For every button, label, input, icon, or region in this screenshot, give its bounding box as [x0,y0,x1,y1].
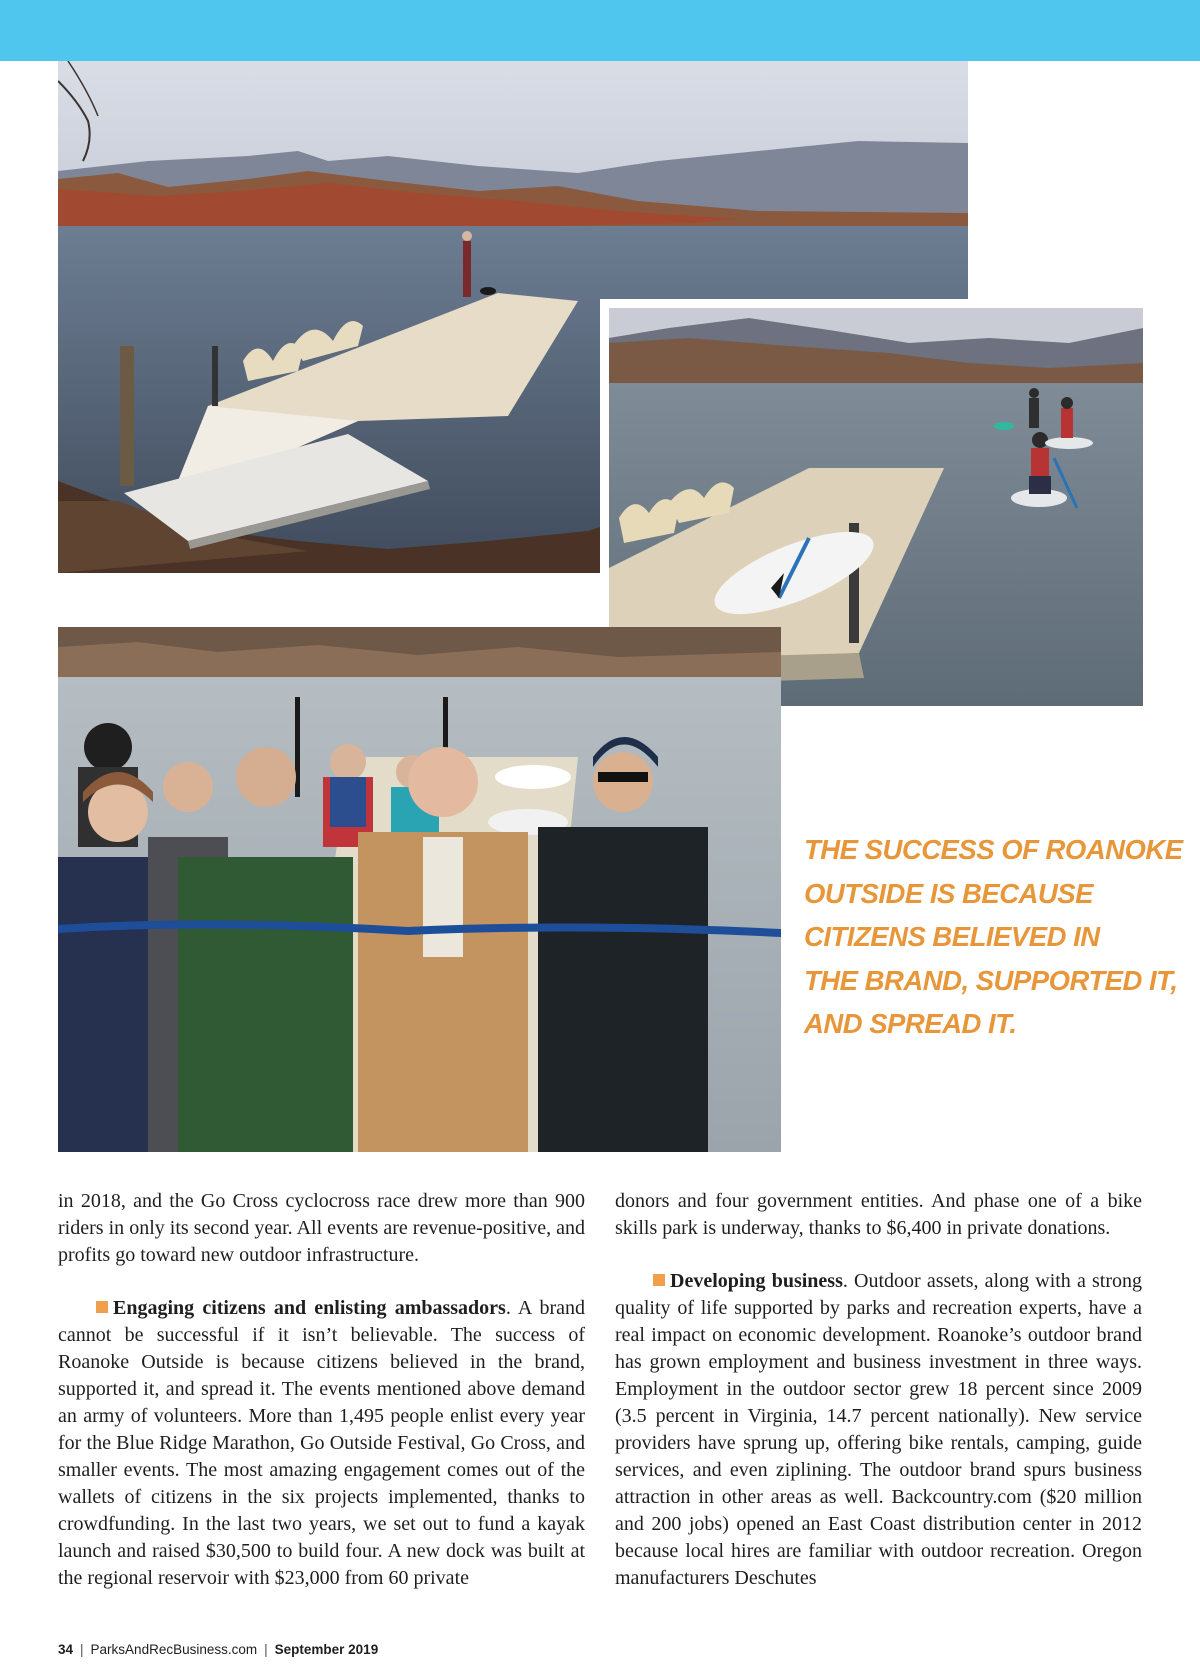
footer-site: ParksAndRecBusiness.com [90,1642,258,1657]
bullet-square-icon [96,1301,108,1313]
section-heading-engaging: Engaging citizens and enlisting ambassadors [113,1297,506,1319]
article-column-right [615,1188,1142,1592]
article-column-left [58,1188,585,1592]
article-text: . Outdoor assets, along with a strong quality of life supported by parks and recreation experts, have a real impact on economic development. Roanoke’s outdoor brand has grown employment and business investment in three ways. Employment in the outdoor sector grew 18 percent since 2009 (3.5 percent in Virginia, 14.7 percent nationally). New service providers have sprung up, offering bike rentals, camping, guide services, and even ziplining. The outdoor brand spurs business attraction in other areas as well. Backcountry.com ($20 million and 200 jobs) opened an East Coast distribution center in 2012 because local hires are familiar with outdoor recreation. Oregon manufacturers Deschutes [615,1270,1142,1589]
article-paragraph-business [615,1268,1142,1592]
bullet-square-icon [653,1274,665,1286]
footer-date: September 2019 [274,1642,379,1657]
article-paragraph-engaging [58,1295,585,1592]
pull-quote-line-1: THE SUCCESS OF ROANOKE [804,834,1183,865]
photo-ribbon-cutting [58,627,781,1152]
article-paragraph: in 2018, and the Go Cross cyclocross race drew more than 900 riders in only its second year. All events are revenue-positive, and profits go toward new outdoor infrastructure. [58,1190,585,1266]
pull-quote-line-5: AND SPREAD IT. [804,1008,1017,1039]
pull-quote-line-4: THE BRAND, SUPPORTED IT, [804,964,1178,996]
pull-quote-line-2: OUTSIDE IS BECAUSE [804,877,1093,909]
photo-ribbon-cutting-image [58,627,781,1152]
article-text: . A brand cannot be successful if it isn’t believable. The success of Roanoke Outside is because citizens believed in the brand, supported it, and spread it. The events mentioned above demand an army of volunteers. More than 1,495 people enlist every year for the Blue Ridge Marathon, Go Outside Festival, Go Cross, and smaller events. The most amazing engagement comes out of the wallets of citizens in the six projects implemented, thanks to crowdfunding. In the last two years, we set out to fund a kayak launch and raised $30,500 to build four. A new dock was built at the regional reservoir with $23,000 from 60 private [58,1297,585,1589]
article-paragraph: donors and four government entities. And phase one of a bike skills park is underway, thanks to $6,400 in private donations. [615,1190,1142,1239]
page-footer [58,1642,378,1657]
pull-quote-line-3: CITIZENS BELIEVED IN [804,921,1100,952]
pull-quote [804,828,1183,1046]
footer-separator: | [264,1642,268,1657]
section-heading-business: Developing business [670,1270,843,1292]
page-number: 34 [58,1642,74,1657]
top-color-band [0,0,1200,61]
footer-separator: | [80,1642,84,1657]
